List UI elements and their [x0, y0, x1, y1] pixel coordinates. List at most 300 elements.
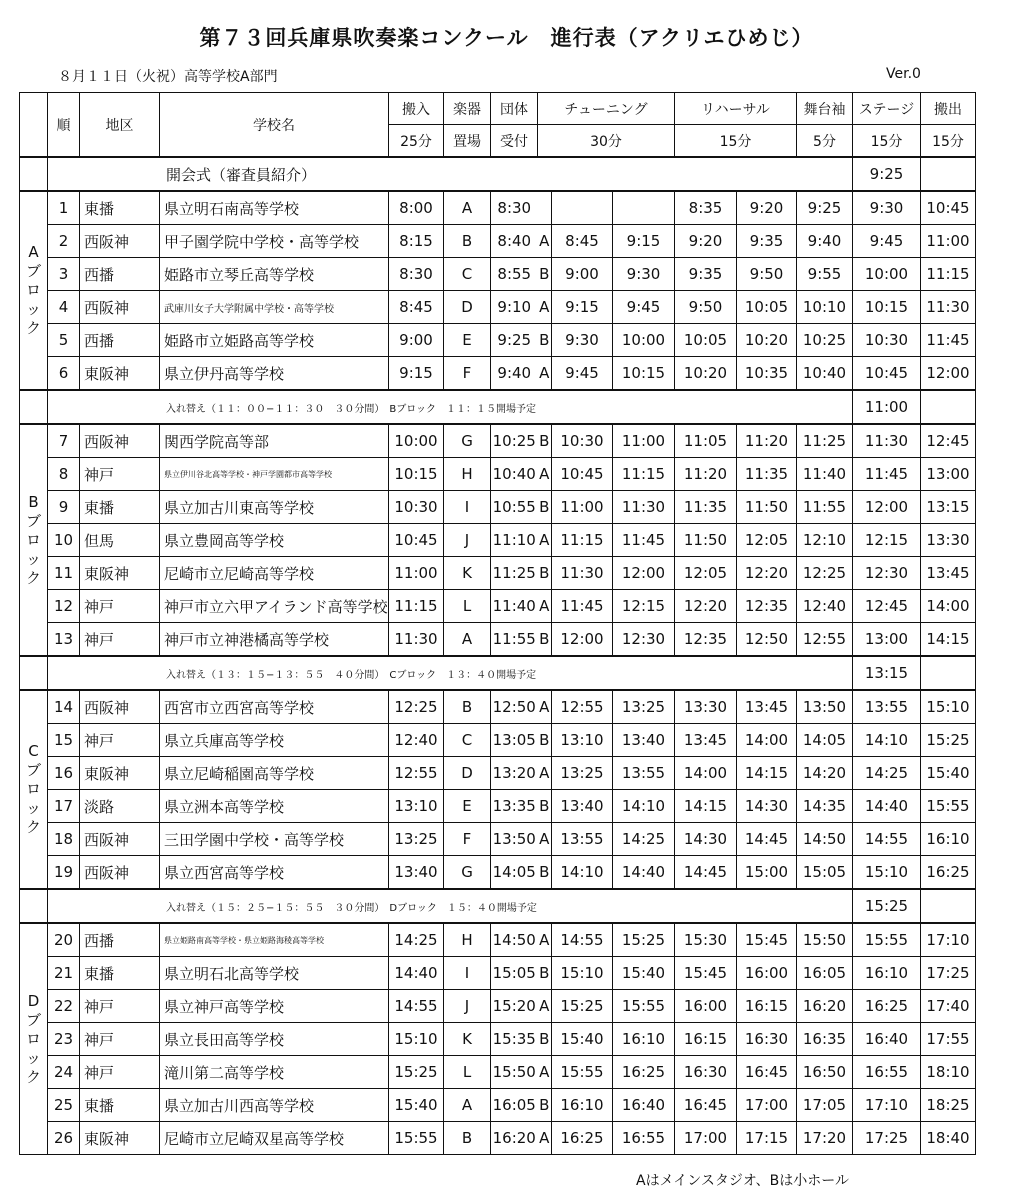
instrument-area: I	[444, 957, 491, 990]
changeover-block-cell	[20, 390, 48, 424]
tuning-start-time: 9:45	[552, 357, 613, 391]
tuning-end-time: 16:25	[613, 1056, 675, 1089]
tuning-room: B	[538, 424, 552, 458]
rehearsal-start-time: 11:20	[675, 458, 737, 491]
load-in-time: 13:10	[389, 790, 444, 823]
tuning-start-time: 13:10	[552, 724, 613, 757]
wings-time: 12:40	[797, 590, 853, 623]
schedule-table	[19, 92, 976, 1155]
event-subtitle: ８月１１日（火祝）高等学校A部門	[58, 69, 278, 85]
school-name-cell: 県立洲本高等学校	[160, 790, 389, 823]
ceremony-block-cell	[20, 157, 48, 191]
load-in-time: 9:00	[389, 324, 444, 357]
wings-time: 14:20	[797, 757, 853, 790]
instrument-area: E	[444, 790, 491, 823]
school-name-cell: 神戸市立六甲アイランド高等学校	[160, 590, 389, 623]
block-label	[20, 923, 48, 1155]
schedule-row	[20, 225, 976, 258]
stage-time: 12:00	[853, 491, 921, 524]
instrument-area: C	[444, 258, 491, 291]
tuning-room: B	[538, 623, 552, 657]
wings-time: 10:25	[797, 324, 853, 357]
tuning-end-time: 15:40	[613, 957, 675, 990]
tuning-start-time: 11:15	[552, 524, 613, 557]
tuning-room: A	[538, 923, 552, 957]
wings-time: 16:20	[797, 990, 853, 1023]
load-in-time: 13:40	[389, 856, 444, 890]
instrument-area: K	[444, 1023, 491, 1056]
load-out-time: 11:30	[921, 291, 976, 324]
load-out-time: 13:00	[921, 458, 976, 491]
tuning-room: A	[538, 225, 552, 258]
tuning-end-time: 13:25	[613, 690, 675, 724]
school-name-cell: 尼崎市立尼崎高等学校	[160, 557, 389, 590]
header-rehearsal: リハーサル	[675, 93, 797, 125]
instrument-area: J	[444, 990, 491, 1023]
tuning-start-time: 11:45	[552, 590, 613, 623]
order-cell: 16	[48, 757, 80, 790]
reception-time: 10:40	[491, 458, 538, 491]
tuning-end-time: 9:30	[613, 258, 675, 291]
header-instrument: 楽器	[444, 93, 491, 125]
rehearsal-start-time: 10:20	[675, 357, 737, 391]
region-cell: 東阪神	[80, 357, 160, 391]
school-name-cell: 県立神戸高等学校	[160, 990, 389, 1023]
load-in-time: 13:25	[389, 823, 444, 856]
schedule-row	[20, 724, 976, 757]
schedule-row	[20, 790, 976, 823]
changeover-load-out	[921, 390, 976, 424]
block-label-char: ク	[25, 319, 41, 337]
tuning-end-time: 14:25	[613, 823, 675, 856]
stage-time: 14:40	[853, 790, 921, 823]
instrument-area: E	[444, 324, 491, 357]
header-load-in: 搬入	[389, 93, 444, 125]
load-in-time: 14:40	[389, 957, 444, 990]
load-out-time: 12:45	[921, 424, 976, 458]
reception-time: 15:35	[491, 1023, 538, 1056]
reception-time: 13:05	[491, 724, 538, 757]
rehearsal-end-time: 16:30	[737, 1023, 797, 1056]
order-cell: 6	[48, 357, 80, 391]
load-out-time: 11:15	[921, 258, 976, 291]
load-out-time: 15:40	[921, 757, 976, 790]
school-name-cell: 神戸市立神港橘高等学校	[160, 623, 389, 657]
tuning-end-time: 9:45	[613, 291, 675, 324]
tuning-room: A	[538, 590, 552, 623]
school-name-cell: 県立伊丹高等学校	[160, 357, 389, 391]
rehearsal-start-time: 14:15	[675, 790, 737, 823]
tuning-end-time: 14:40	[613, 856, 675, 890]
rehearsal-start-time: 12:05	[675, 557, 737, 590]
tuning-end-time: 13:40	[613, 724, 675, 757]
version-label: Ver.0	[886, 66, 921, 82]
region-cell: 西阪神	[80, 823, 160, 856]
tuning-room: A	[538, 990, 552, 1023]
reception-time: 15:50	[491, 1056, 538, 1089]
rehearsal-start-time: 9:50	[675, 291, 737, 324]
block-label-char: ッ	[25, 300, 41, 318]
order-cell: 20	[48, 923, 80, 957]
rehearsal-start-time: 14:00	[675, 757, 737, 790]
tuning-room	[538, 191, 552, 225]
region-cell: 西阪神	[80, 690, 160, 724]
load-out-time: 15:55	[921, 790, 976, 823]
load-out-time: 18:10	[921, 1056, 976, 1089]
schedule-row	[20, 357, 976, 391]
schedule-row	[20, 424, 976, 458]
region-cell: 東播	[80, 1089, 160, 1122]
stage-time: 15:55	[853, 923, 921, 957]
stage-time: 16:55	[853, 1056, 921, 1089]
rehearsal-end-time: 11:20	[737, 424, 797, 458]
header-block-cell	[20, 93, 48, 158]
order-cell: 2	[48, 225, 80, 258]
schedule-row	[20, 324, 976, 357]
block-label-char: ク	[25, 1067, 41, 1086]
region-cell: 西阪神	[80, 424, 160, 458]
header-tuning: チューニング	[538, 93, 675, 125]
load-in-time: 12:25	[389, 690, 444, 724]
ceremony-label: 開会式（審査員紹介）	[48, 157, 853, 191]
schedule-row	[20, 1023, 976, 1056]
instrument-area: B	[444, 225, 491, 258]
load-out-time: 18:25	[921, 1089, 976, 1122]
load-in-time: 11:15	[389, 590, 444, 623]
rehearsal-start-time: 9:20	[675, 225, 737, 258]
order-cell: 21	[48, 957, 80, 990]
instrument-area: G	[444, 424, 491, 458]
wings-time: 15:05	[797, 856, 853, 890]
rehearsal-start-time: 15:30	[675, 923, 737, 957]
changeover-note: 入れ替え（１３：１５−１３：５５ ４０分間） Cブロック １３：４０開場予定	[48, 656, 853, 690]
rehearsal-end-time: 10:35	[737, 357, 797, 391]
order-cell: 15	[48, 724, 80, 757]
rehearsal-end-time: 9:20	[737, 191, 797, 225]
load-in-time: 14:25	[389, 923, 444, 957]
tuning-end-time: 12:00	[613, 557, 675, 590]
rehearsal-end-time: 12:35	[737, 590, 797, 623]
region-cell: 神戸	[80, 1056, 160, 1089]
stage-time: 16:40	[853, 1023, 921, 1056]
rehearsal-start-time: 13:30	[675, 690, 737, 724]
wings-time: 16:05	[797, 957, 853, 990]
block-label-char: ク	[25, 818, 41, 836]
tuning-start-time: 9:30	[552, 324, 613, 357]
stage-time: 11:45	[853, 458, 921, 491]
load-out-time: 18:40	[921, 1122, 976, 1155]
header-group: 団体	[491, 93, 538, 125]
region-cell: 東播	[80, 957, 160, 990]
region-cell: 西阪神	[80, 856, 160, 890]
rehearsal-start-time: 8:35	[675, 191, 737, 225]
reception-time: 12:50	[491, 690, 538, 724]
load-out-time: 11:45	[921, 324, 976, 357]
order-cell: 19	[48, 856, 80, 890]
rehearsal-end-time: 16:00	[737, 957, 797, 990]
schedule-row	[20, 191, 976, 225]
order-cell: 1	[48, 191, 80, 225]
school-name-cell: 県立加古川西高等学校	[160, 1089, 389, 1122]
stage-time: 16:10	[853, 957, 921, 990]
order-cell: 4	[48, 291, 80, 324]
order-cell: 13	[48, 623, 80, 657]
load-in-time: 8:00	[389, 191, 444, 225]
order-cell: 10	[48, 524, 80, 557]
region-cell: 神戸	[80, 1023, 160, 1056]
region-cell: 西播	[80, 324, 160, 357]
rehearsal-end-time: 14:15	[737, 757, 797, 790]
header-wings: 舞台袖	[797, 93, 853, 125]
tuning-room: B	[538, 491, 552, 524]
rehearsal-start-time: 11:35	[675, 491, 737, 524]
order-cell: 18	[48, 823, 80, 856]
schedule-row	[20, 990, 976, 1023]
tuning-end-time: 10:15	[613, 357, 675, 391]
order-cell: 5	[48, 324, 80, 357]
tuning-end-time: 9:15	[613, 225, 675, 258]
changeover-load-out	[921, 656, 976, 690]
stage-time: 10:30	[853, 324, 921, 357]
reception-time: 11:40	[491, 590, 538, 623]
tuning-room: B	[538, 1023, 552, 1056]
tuning-start-time: 14:55	[552, 923, 613, 957]
stage-time: 17:25	[853, 1122, 921, 1155]
tuning-room: A	[538, 757, 552, 790]
rehearsal-end-time: 14:30	[737, 790, 797, 823]
tuning-end-time: 16:55	[613, 1122, 675, 1155]
stage-time: 9:30	[853, 191, 921, 225]
header-group-sub: 受付	[491, 125, 538, 158]
rehearsal-end-time: 16:15	[737, 990, 797, 1023]
tuning-end-time: 10:00	[613, 324, 675, 357]
rehearsal-end-time: 11:50	[737, 491, 797, 524]
rehearsal-end-time: 11:35	[737, 458, 797, 491]
stage-time: 14:10	[853, 724, 921, 757]
changeover-time: 11:00	[853, 390, 921, 424]
school-name-cell: 県立明石北高等学校	[160, 957, 389, 990]
tuning-room: B	[538, 957, 552, 990]
stage-time: 9:45	[853, 225, 921, 258]
rehearsal-start-time: 14:45	[675, 856, 737, 890]
instrument-area: F	[444, 357, 491, 391]
rehearsal-end-time: 16:45	[737, 1056, 797, 1089]
rehearsal-end-time: 13:45	[737, 690, 797, 724]
block-label-char: ッ	[25, 549, 41, 568]
tuning-end-time: 13:55	[613, 757, 675, 790]
reception-time: 13:20	[491, 757, 538, 790]
load-in-time: 10:00	[389, 424, 444, 458]
reception-time: 9:40	[491, 357, 538, 391]
tuning-start-time: 8:45	[552, 225, 613, 258]
stage-time: 11:30	[853, 424, 921, 458]
region-cell: 神戸	[80, 458, 160, 491]
tuning-start-time: 12:55	[552, 690, 613, 724]
instrument-area: G	[444, 856, 491, 890]
load-in-time: 11:30	[389, 623, 444, 657]
rehearsal-end-time: 9:35	[737, 225, 797, 258]
reception-time: 16:05	[491, 1089, 538, 1122]
tuning-end-time: 16:40	[613, 1089, 675, 1122]
rehearsal-start-time: 16:15	[675, 1023, 737, 1056]
changeover-row	[20, 390, 976, 424]
block-label-char: B	[28, 492, 39, 511]
wings-time: 14:50	[797, 823, 853, 856]
load-in-time: 10:45	[389, 524, 444, 557]
order-cell: 8	[48, 458, 80, 491]
schedule-row	[20, 458, 976, 491]
changeover-time: 15:25	[853, 889, 921, 923]
block-label-char: ブ	[25, 1010, 41, 1029]
wings-time: 9:40	[797, 225, 853, 258]
load-in-time: 8:45	[389, 291, 444, 324]
instrument-area: D	[444, 757, 491, 790]
tuning-end-time	[613, 191, 675, 225]
changeover-time: 13:15	[853, 656, 921, 690]
tuning-start-time: 12:00	[552, 623, 613, 657]
instrument-area: B	[444, 690, 491, 724]
load-out-time: 13:15	[921, 491, 976, 524]
ceremony-time: 9:25	[853, 157, 921, 191]
ceremony-row	[20, 157, 976, 191]
order-cell: 12	[48, 590, 80, 623]
stage-time: 16:25	[853, 990, 921, 1023]
tuning-start-time: 9:15	[552, 291, 613, 324]
schedule-row	[20, 623, 976, 657]
header-load-out-duration: 15分	[921, 125, 976, 158]
schedule-row	[20, 757, 976, 790]
tuning-start-time: 16:25	[552, 1122, 613, 1155]
stage-time: 12:30	[853, 557, 921, 590]
load-in-time: 15:55	[389, 1122, 444, 1155]
header-load-in-duration: 25分	[389, 125, 444, 158]
load-in-time: 15:10	[389, 1023, 444, 1056]
school-name-cell: 県立姫路南高等学校・県立姫路海稜高等学校	[160, 923, 389, 957]
region-cell: 東阪神	[80, 557, 160, 590]
load-out-time: 11:00	[921, 225, 976, 258]
load-out-time: 16:25	[921, 856, 976, 890]
tuning-start-time: 14:10	[552, 856, 613, 890]
rehearsal-end-time: 12:20	[737, 557, 797, 590]
load-in-time: 10:15	[389, 458, 444, 491]
stage-time: 10:00	[853, 258, 921, 291]
header-instrument-sub: 置場	[444, 125, 491, 158]
schedule-row	[20, 590, 976, 623]
wings-time: 16:35	[797, 1023, 853, 1056]
school-name-cell: 県立明石南高等学校	[160, 191, 389, 225]
region-cell: 西播	[80, 923, 160, 957]
schedule-row	[20, 923, 976, 957]
tuning-start-time: 13:25	[552, 757, 613, 790]
rehearsal-start-time: 12:20	[675, 590, 737, 623]
tuning-end-time: 15:25	[613, 923, 675, 957]
wings-time: 14:05	[797, 724, 853, 757]
region-cell: 東播	[80, 191, 160, 225]
schedule-row	[20, 1122, 976, 1155]
reception-time: 15:20	[491, 990, 538, 1023]
region-cell: 神戸	[80, 623, 160, 657]
tuning-start-time: 10:30	[552, 424, 613, 458]
school-name-cell: 関西学院高等部	[160, 424, 389, 458]
rehearsal-start-time: 16:30	[675, 1056, 737, 1089]
school-name-cell: 滝川第二高等学校	[160, 1056, 389, 1089]
rehearsal-end-time: 15:00	[737, 856, 797, 890]
school-name-cell: 甲子園学院中学校・高等学校	[160, 225, 389, 258]
block-label-char: ブ	[25, 511, 41, 530]
reception-time: 9:25	[491, 324, 538, 357]
instrument-area: H	[444, 458, 491, 491]
region-cell: 神戸	[80, 590, 160, 623]
tuning-start-time: 16:10	[552, 1089, 613, 1122]
school-name-cell: 県立加古川東高等学校	[160, 491, 389, 524]
document-title: 第７３回兵庫県吹奏楽コンクール 進行表（アクリエひめじ）	[199, 26, 814, 50]
tuning-start-time: 10:45	[552, 458, 613, 491]
tuning-end-time: 11:00	[613, 424, 675, 458]
rehearsal-end-time: 14:45	[737, 823, 797, 856]
order-cell: 3	[48, 258, 80, 291]
stage-time: 12:15	[853, 524, 921, 557]
rehearsal-start-time: 16:00	[675, 990, 737, 1023]
order-cell: 14	[48, 690, 80, 724]
wings-time: 11:40	[797, 458, 853, 491]
header-wings-duration: 5分	[797, 125, 853, 158]
rehearsal-start-time: 14:30	[675, 823, 737, 856]
rehearsal-start-time: 15:45	[675, 957, 737, 990]
tuning-room: A	[538, 357, 552, 391]
region-cell: 西阪神	[80, 225, 160, 258]
stage-time: 13:55	[853, 690, 921, 724]
rehearsal-end-time: 10:05	[737, 291, 797, 324]
rehearsal-end-time: 14:00	[737, 724, 797, 757]
load-in-time: 14:55	[389, 990, 444, 1023]
school-name-cell: 県立西宮高等学校	[160, 856, 389, 890]
block-label-char: D	[27, 991, 40, 1010]
stage-time: 15:10	[853, 856, 921, 890]
tuning-end-time: 11:30	[613, 491, 675, 524]
load-out-time: 15:25	[921, 724, 976, 757]
rehearsal-start-time: 10:05	[675, 324, 737, 357]
load-in-time: 12:40	[389, 724, 444, 757]
region-cell: 神戸	[80, 724, 160, 757]
instrument-area: C	[444, 724, 491, 757]
tuning-start-time: 13:55	[552, 823, 613, 856]
tuning-start-time: 15:55	[552, 1056, 613, 1089]
wings-time: 10:40	[797, 357, 853, 391]
stage-time: 12:45	[853, 590, 921, 623]
load-out-time: 17:25	[921, 957, 976, 990]
rehearsal-end-time: 15:45	[737, 923, 797, 957]
load-in-time: 11:00	[389, 557, 444, 590]
wings-time: 15:50	[797, 923, 853, 957]
wings-time: 17:05	[797, 1089, 853, 1122]
wings-time: 14:35	[797, 790, 853, 823]
rehearsal-start-time: 12:35	[675, 623, 737, 657]
load-in-time: 8:30	[389, 258, 444, 291]
rehearsal-start-time: 17:00	[675, 1122, 737, 1155]
school-name-cell: 西宮市立西宮高等学校	[160, 690, 389, 724]
tuning-start-time: 11:00	[552, 491, 613, 524]
load-in-time: 10:30	[389, 491, 444, 524]
school-name-cell: 姫路市立琴丘高等学校	[160, 258, 389, 291]
wings-time: 9:25	[797, 191, 853, 225]
region-cell: 西阪神	[80, 291, 160, 324]
load-out-time: 15:10	[921, 690, 976, 724]
block-label-char: ク	[25, 568, 41, 587]
tuning-room: B	[538, 1089, 552, 1122]
tuning-start-time: 11:30	[552, 557, 613, 590]
instrument-area: I	[444, 491, 491, 524]
instrument-area: A	[444, 623, 491, 657]
